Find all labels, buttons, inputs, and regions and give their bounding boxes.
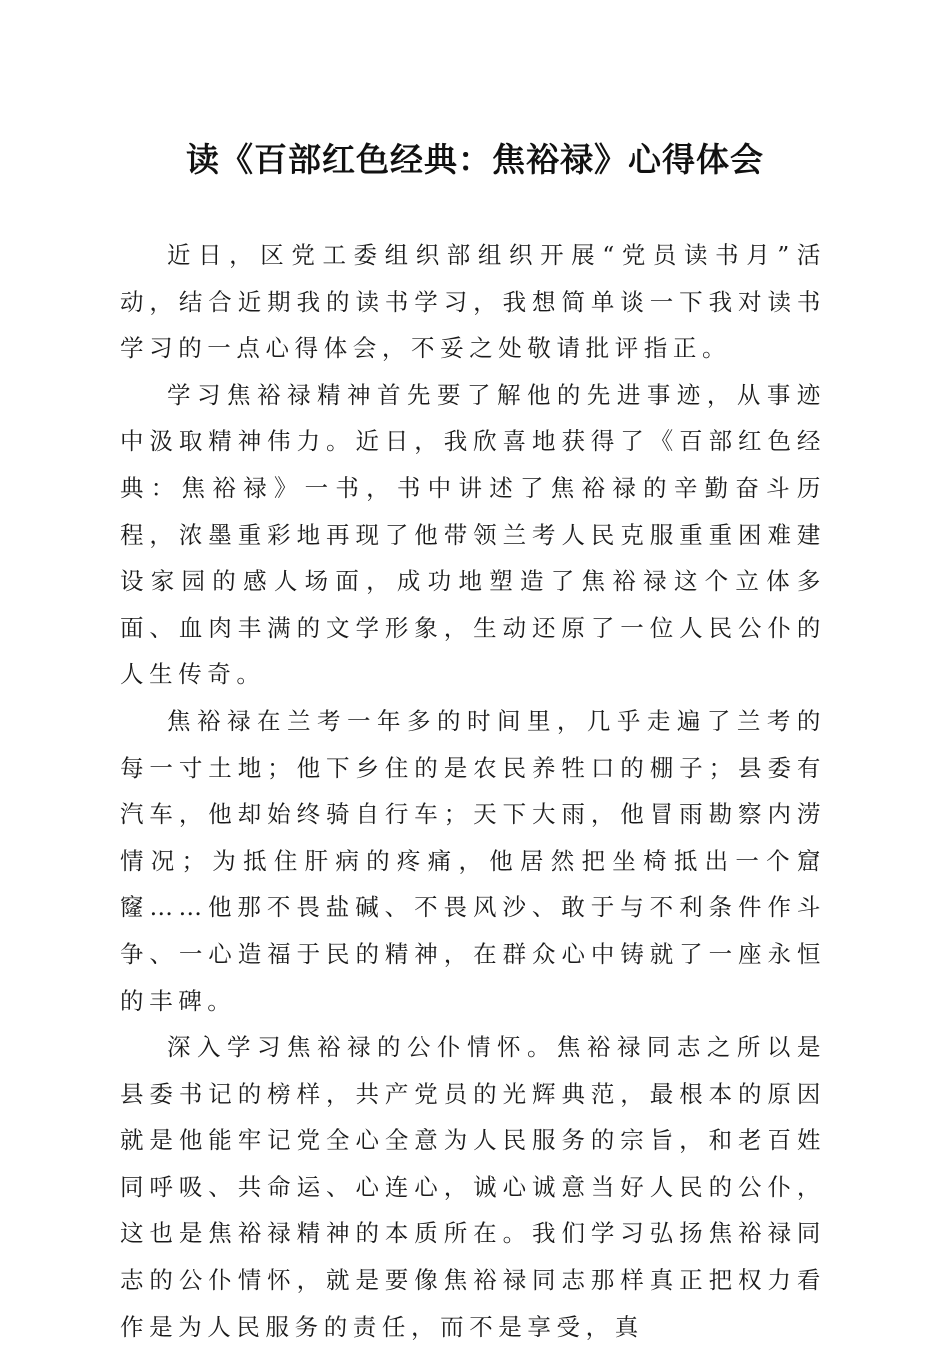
document-title: 读《百部红色经典：焦裕禄》心得体会 <box>186 140 764 179</box>
paragraph: 焦裕禄在兰考一年多的时间里，几乎走遍了兰考的每一寸土地；他下乡住的是农民养牲口的棚子；县委有汽车，他却始终骑自行车；天下大雨，他冒雨勘察内涝情况；为抵住肝病的疼痛，他居然把坐椅抵出一个窟窿……他那不畏盐碱、不畏风沙、敢于与不利条件作斗争、一心造福于民的精神，在群众心中铸就了一座永恒的丰碑。 <box>120 706 826 1015</box>
document-body <box>120 232 826 1350</box>
paragraph: 深入学习焦裕禄的公仆情怀。焦裕禄同志之所以是县委书记的榜样，共产党员的光辉典范，最根本的原因就是他能牢记党全心全意为人民服务的宗旨，和老百姓同呼吸、共命运、心连心，诚心诚意当好人民的公仆，这也是焦裕禄精神的本质所在。我们学习弘扬焦裕禄同志的公仆情怀，就是要像焦裕禄同志那样真正把权力看作是为人民服务的责任，而不是享受，真 <box>120 1033 826 1341</box>
paragraph: 学习焦裕禄精神首先要了解他的先进事迹，从事迹中汲取精神伟力。近日，我欣喜地获得了《百部红色经典：焦裕禄》一书，书中讲述了焦裕禄的辛勤奋斗历程，浓墨重彩地再现了他带领兰考人民克服重重困难建设家园的感人场面，成功地塑造了焦裕禄这个立体多面、血肉丰满的文学形象，生动还原了一位人民公仆的人生传奇。 <box>120 380 826 689</box>
paragraph: 近日，区党工委组织部组织开展“党员读书月”活动，结合近期我的读书学习，我想简单谈一下我对读书学习的一点心得体会，不妥之处敬请批评指正。 <box>120 241 826 363</box>
